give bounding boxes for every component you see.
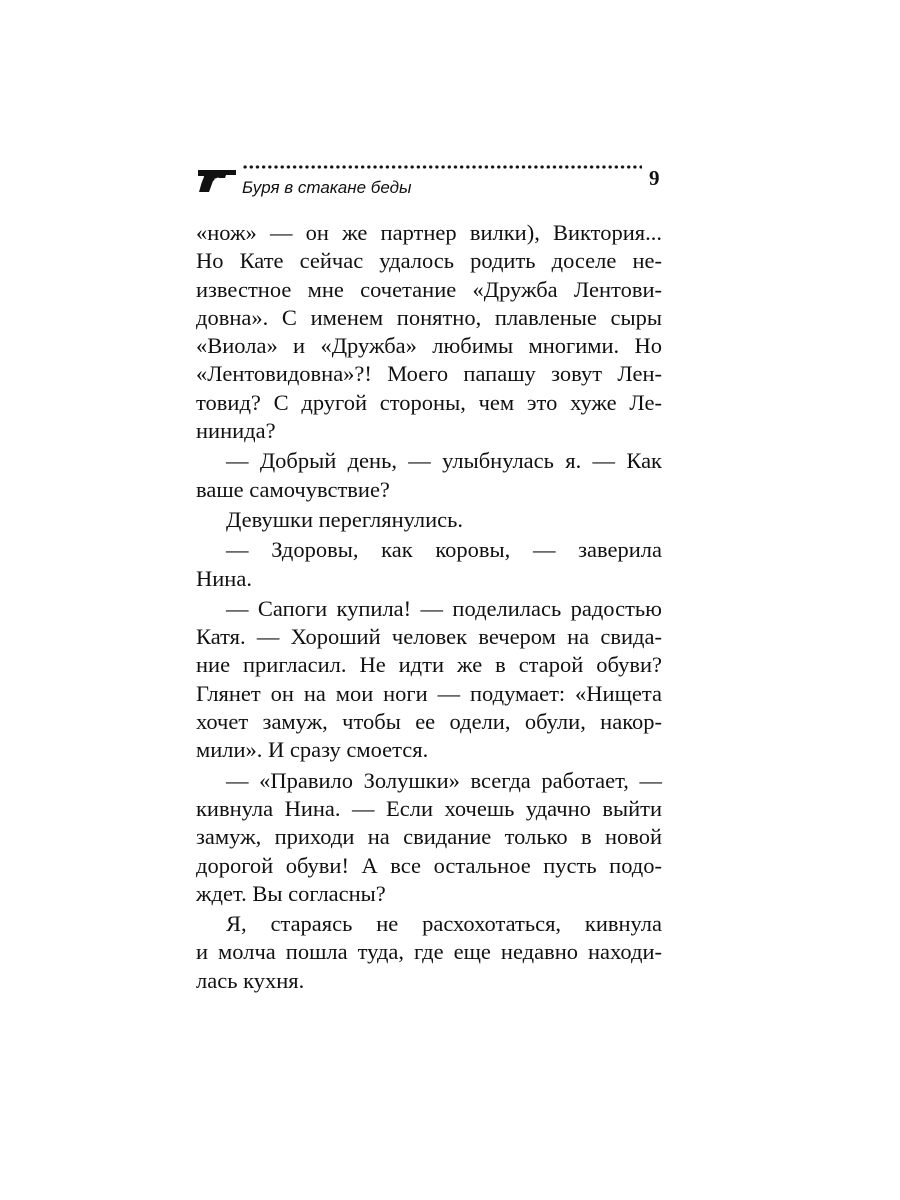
running-title: Буря в стакане беды [242,178,412,197]
body-text [196,219,662,997]
text-line: «Лентовидовна»?! Моего папашу зовут Лен- [196,361,662,387]
text-line: «нож» — он же партнер вилки), Виктория... [196,220,662,245]
text-line: — «Правило Золушки» всегда работает, — [226,767,662,793]
text-line: — Здоровы, как коровы, — заверила [226,537,662,563]
text-line: — Сапоги купила! — поделилась радостью [226,595,662,621]
page-number: 9 [649,166,660,190]
text-line: Девушки переглянулись. [226,506,464,532]
text-line: — Добрый день, — улыбнулась я. — Как [226,448,662,474]
paragraph [196,506,662,534]
text-line: нинида? [196,418,276,444]
text-line: Глянет он на мои ноги — подумает: «Нищета [196,680,662,706]
text-line: и молча пошла туда, где еще недавно находи- [196,939,662,965]
paragraph [196,767,662,908]
text-line: хочет замуж, чтобы ее одели, обули, накор- [196,709,662,735]
text-line: Катя. — Хороший человек вечером на свида- [196,624,662,650]
text-line: товид? С другой стороны, чем это хуже Ле- [196,389,662,415]
paragraph [196,910,662,995]
text-line: Нина. [196,565,252,591]
revolver-icon [196,164,238,194]
text-line: «Виола» и «Дружба» любимы многими. Но [196,333,662,359]
paragraph [196,219,662,445]
paragraph [196,447,662,504]
text-line: дорогой обуви! А все остальное пусть подо- [196,852,662,878]
paragraph [196,536,662,593]
text-line: Но Кате сейчас удалось родить доселе не- [196,248,662,274]
text-line: ние пригласил. Не идти же в старой обуви? [196,652,662,678]
text-line: лась кухня. [196,967,305,993]
text-line: мили». И сразу смоется. [196,737,429,763]
text-line: Я, стараясь не расхохотаться, кивнула [226,911,662,937]
text-line: известное мне сочетание «Дружба Лентови- [196,276,662,302]
text-line: ждет. Вы согласны? [196,880,386,906]
dotted-rule [242,164,642,170]
text-line: ваше самочувствие? [196,476,390,502]
text-line: замуж, приходи на свидание только в новой [196,824,662,850]
text-line: довна». С именем понятно, плавленые сыры [196,304,662,330]
paragraph [196,595,662,765]
text-line: кивнула Нина. — Если хочешь удачно выйти [196,795,662,821]
page-header [196,160,666,200]
